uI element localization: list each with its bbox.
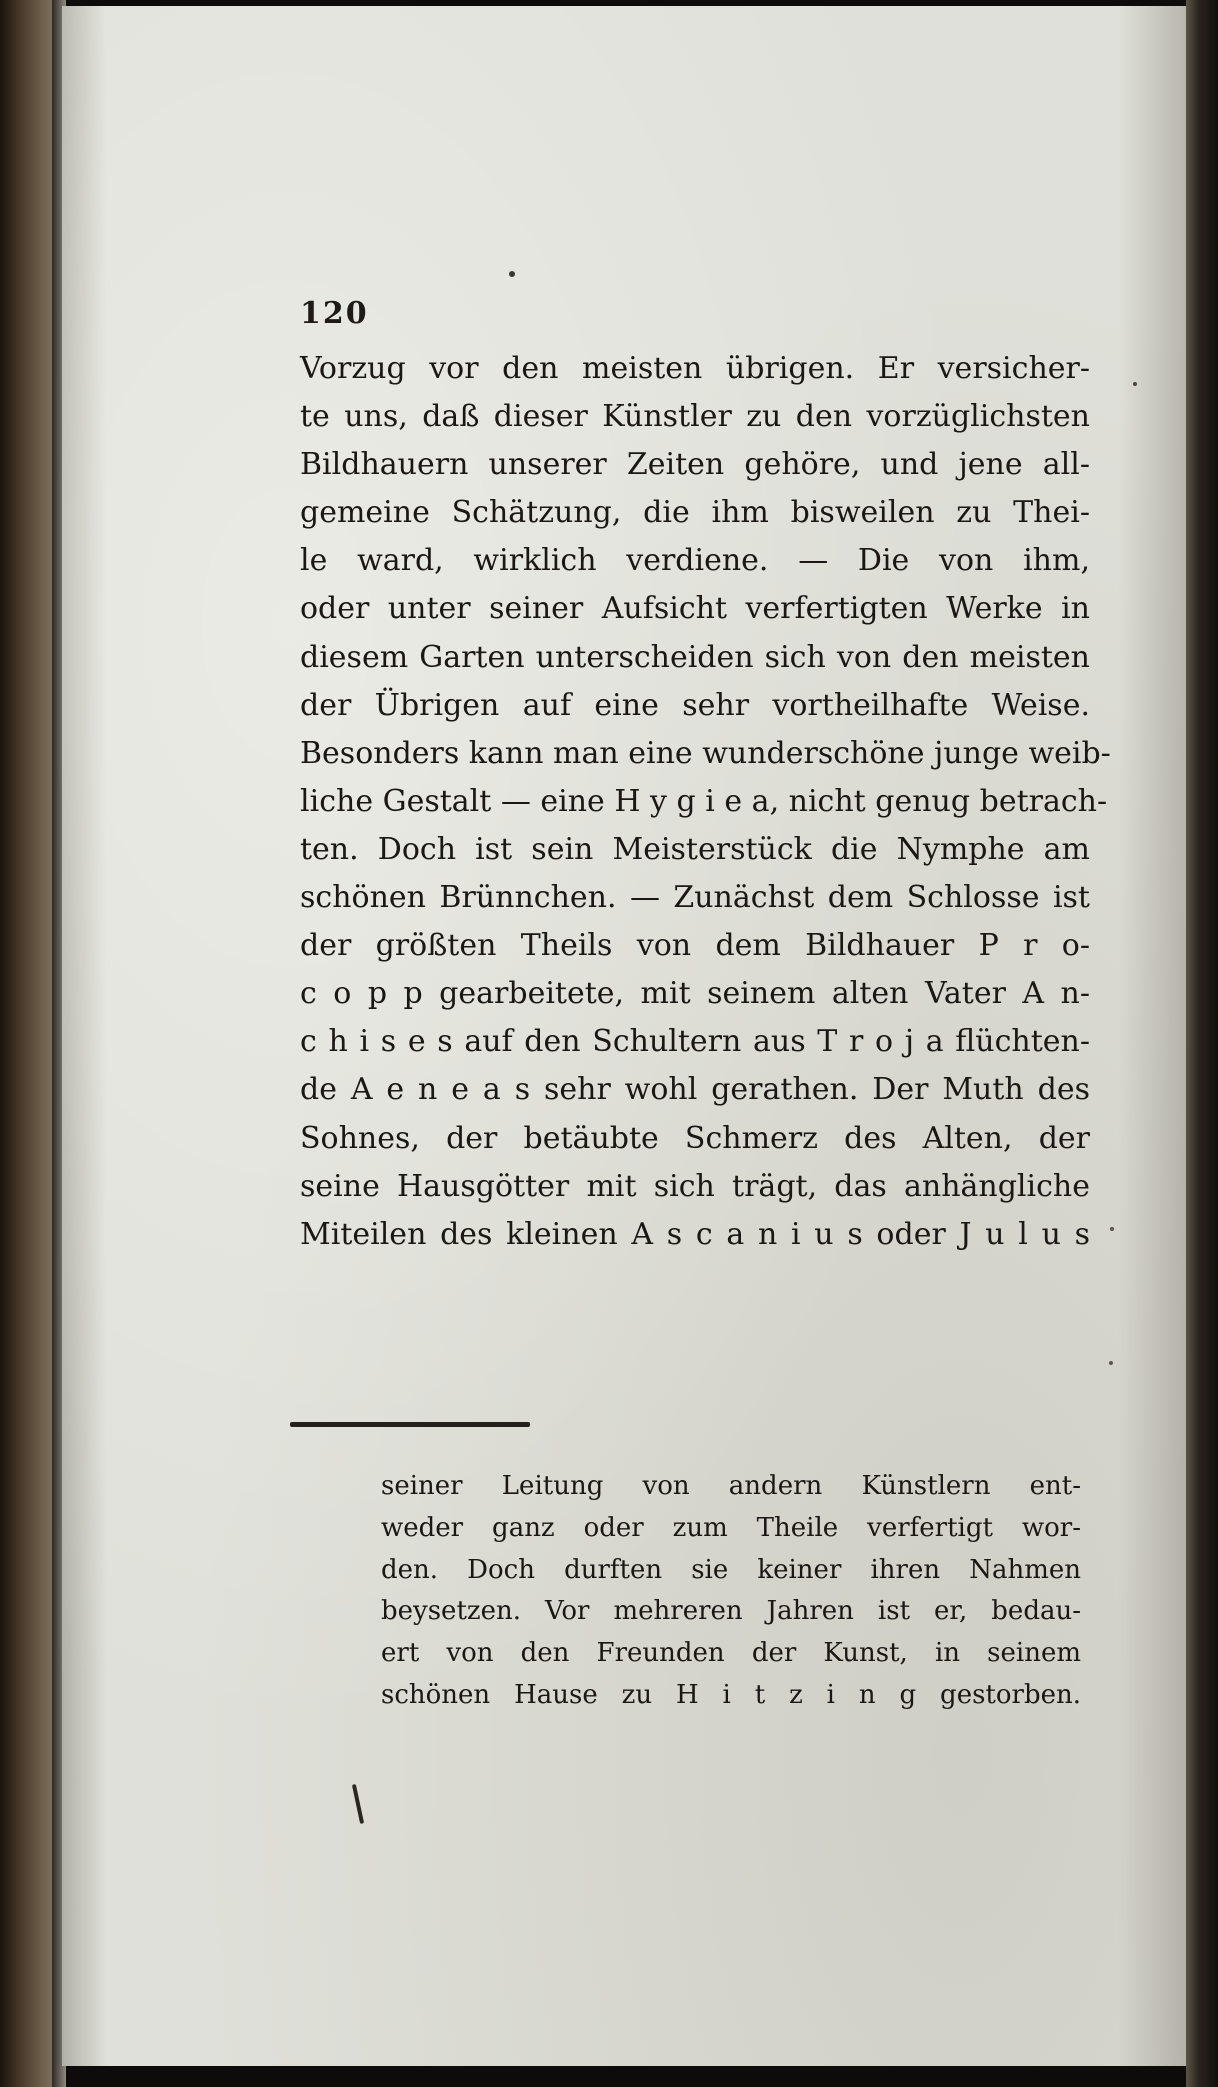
text-line: Sohnes, der betäubte Schmerz des Alten, der (300, 1120, 1090, 1156)
text-line: Besonders kann man eine wunderschöne junge weib- (300, 735, 1111, 771)
text-line: schönen Brünnchen. — Zunächst dem Schlosse ist (300, 880, 1090, 916)
page-number: 120 (300, 296, 369, 331)
footnote-line: ert von den Freunden der Kunst, in seinem (381, 1638, 1081, 1669)
footnote-block (381, 1466, 1081, 1717)
text-line: Vorzug vor den meisten übrigen. Er versicher- (300, 351, 1090, 386)
footnote-separator-rule (290, 1422, 530, 1427)
text-line: Miteilen des kleinen A s c a n i u s oder J u l u s (300, 1216, 1090, 1252)
footnote-line: den. Doch durften sie keiner ihren Nahmen (381, 1554, 1081, 1585)
text-line: der größten Theils von dem Bildhauer P r o- (300, 928, 1090, 964)
footnote-line: beysetzen. Vor mehreren Jahren ist er, bedau- (381, 1596, 1081, 1627)
text-line: c o p p gearbeitete, mit seinem alten Vater A n- (300, 976, 1090, 1012)
text-line: ten. Doch ist sein Meisterstück die Nymphe am (300, 831, 1090, 867)
text-line: c h i s e s auf den Schultern aus T r o j a flüchten- (300, 1024, 1090, 1060)
text-line: liche Gestalt — eine H y g i e a, nicht genug betrach- (300, 783, 1108, 819)
text-line: der Übrigen auf eine sehr vortheilhafte Weise. (300, 687, 1090, 723)
text-line: te uns, daß dieser Künstler zu den vorzüglichsten (300, 399, 1090, 435)
main-text-block (300, 345, 1111, 1259)
footnote-line: seiner Leitung von andern Künstlern ent- (381, 1471, 1081, 1501)
paper-spot (1133, 382, 1137, 386)
paper-spot (1109, 1361, 1113, 1365)
text-line: oder unter seiner Aufsicht verfertigten Werke in (300, 591, 1090, 627)
text-line: seine Hausgötter mit sich trägt, das anhängliche (300, 1168, 1090, 1204)
paper-spot (1110, 1227, 1114, 1231)
book-cover-edge (0, 0, 60, 2087)
text-line: Bildhauern unserer Zeiten gehöre, und jene all- (300, 447, 1090, 483)
text-line: le ward, wirklich verdiene. — Die von ihm, (300, 543, 1090, 579)
text-line: gemeine Schätzung, die ihm bisweilen zu Thei- (300, 495, 1090, 531)
text-line: diesem Garten unterscheiden sich von den meisten (300, 639, 1090, 675)
page-right-edge (1186, 0, 1218, 2087)
footnote-line: weder ganz oder zum Theile verfertigt wor- (381, 1512, 1081, 1543)
footnote-line: schönen Hause zu H i t z i n g gestorben. (381, 1679, 1081, 1710)
text-line: de A e n e a s sehr wohl gerathen. Der Muth des (300, 1072, 1090, 1108)
ink-speck (509, 271, 515, 277)
